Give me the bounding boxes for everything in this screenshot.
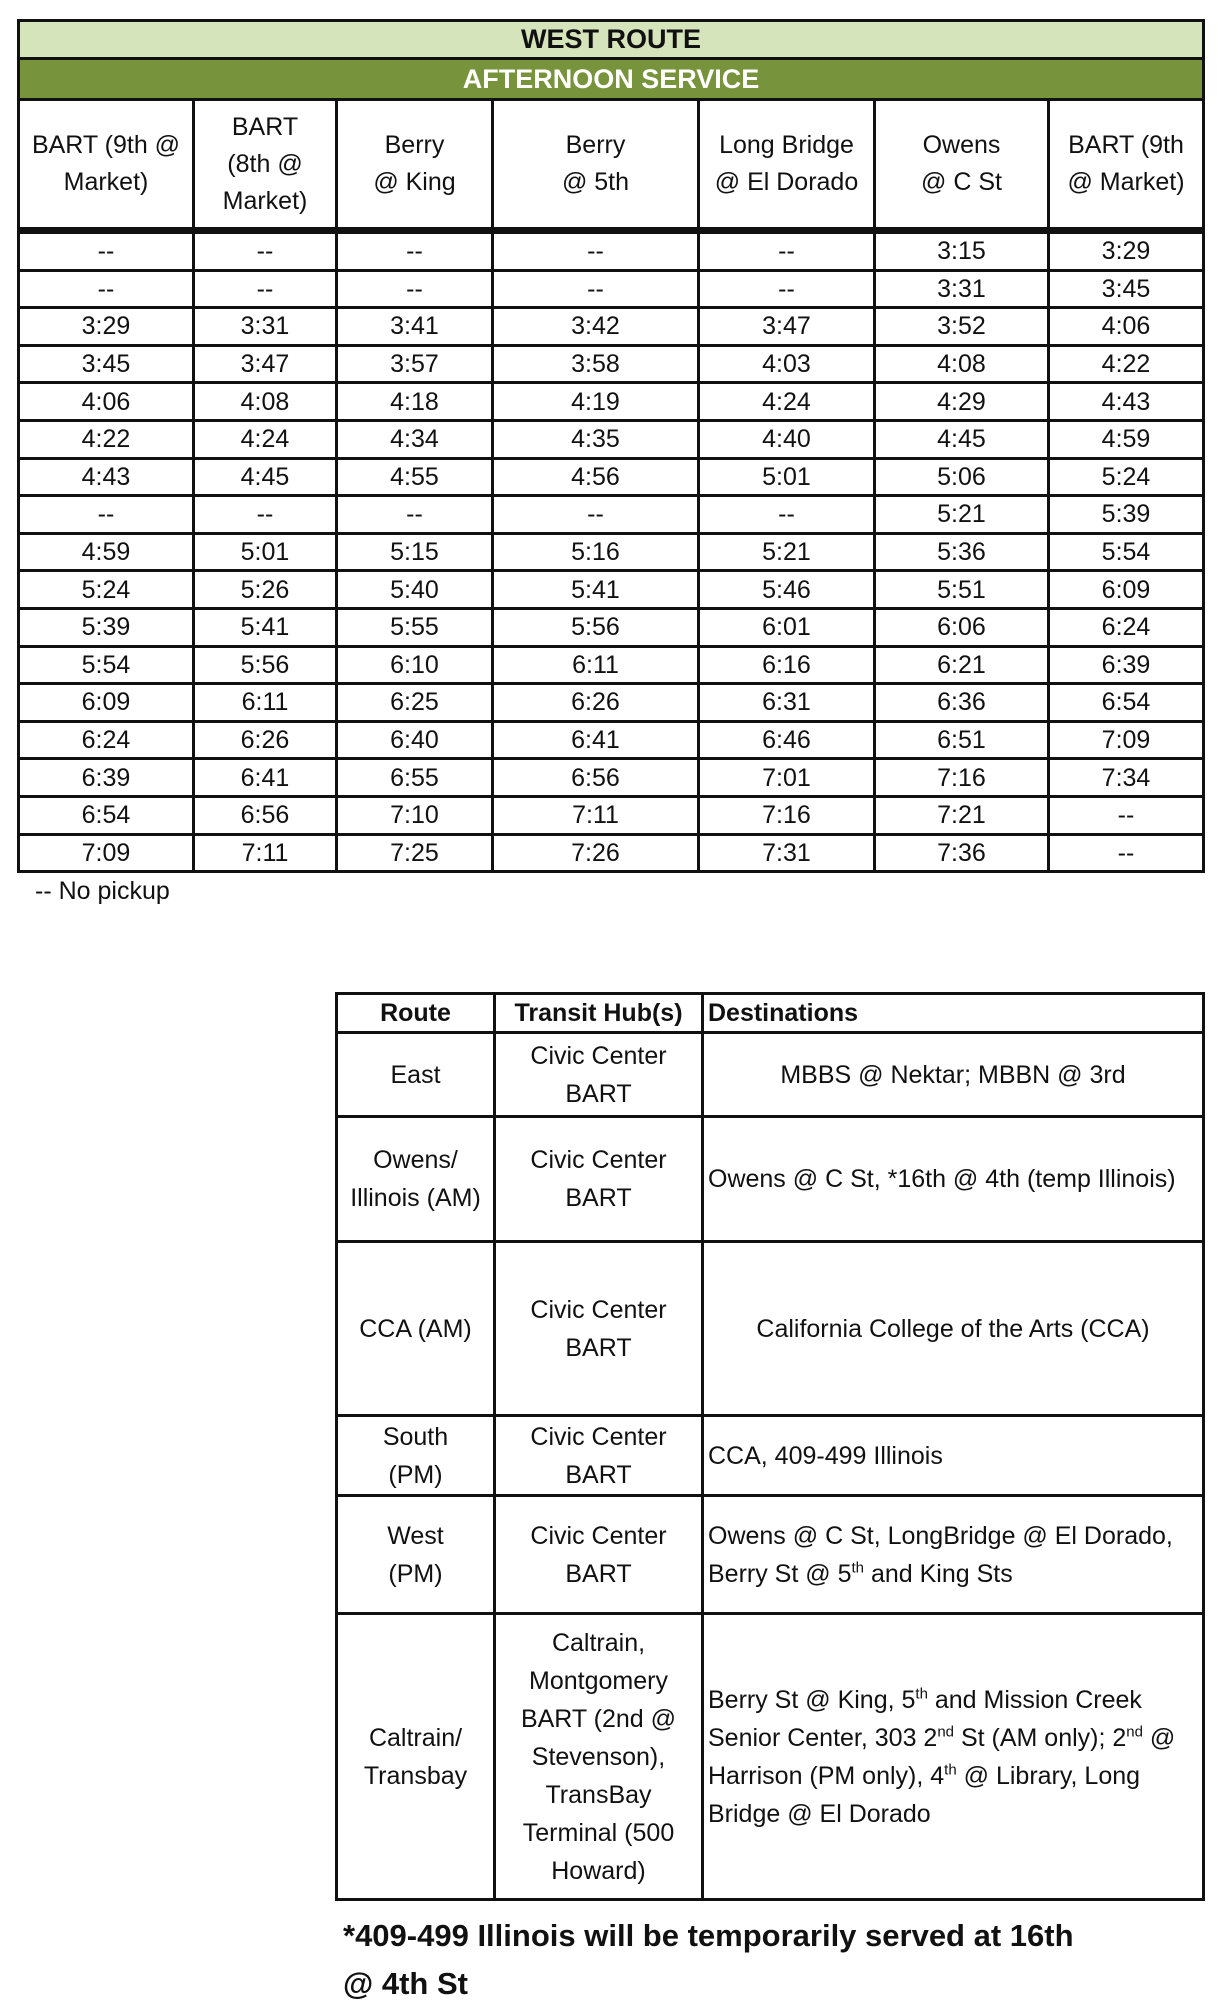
route-name-line: East: [390, 1060, 441, 1089]
schedule-time-cell: 3:42: [493, 308, 699, 346]
schedule-time-cell: --: [699, 231, 875, 271]
transit-hub-line: Caltrain,: [551, 1628, 646, 1657]
schedule-time-cell: 6:09: [1049, 571, 1204, 609]
schedule-time-cell: --: [194, 496, 337, 534]
schedule-row: [19, 684, 1204, 722]
schedule-time-cell: 5:41: [194, 608, 337, 646]
schedule-time-cell: 7:11: [493, 796, 699, 834]
schedule-time-cell: 4:03: [699, 345, 875, 383]
transit-hub-line: Terminal (500: [522, 1818, 675, 1847]
schedule-body: [19, 231, 1204, 872]
route-name-line: (PM): [388, 1460, 443, 1489]
stop-column-header-line: Market): [222, 186, 308, 215]
schedule-time-cell: 6:56: [493, 759, 699, 797]
schedule-time-cell: 5:16: [493, 533, 699, 571]
destinations-text: @ Library, Long Bridge @ El Dorado: [708, 1761, 1141, 1828]
destinations-line: [708, 1555, 1198, 1593]
schedule-time-cell: --: [699, 270, 875, 308]
schedule-time-cell: --: [1049, 796, 1204, 834]
schedule-time-cell: 7:25: [337, 834, 493, 872]
schedule-time-cell: --: [493, 270, 699, 308]
schedule-time-cell: 7:09: [1049, 721, 1204, 759]
schedule-time-cell: --: [19, 496, 194, 534]
schedule-time-cell: 5:06: [875, 458, 1049, 496]
destinations-line: Owens @ C St, *16th @ 4th (temp Illinois): [708, 1165, 1176, 1193]
schedule-time-cell: 4:40: [699, 420, 875, 458]
destinations-column-header: Destinations: [703, 994, 1204, 1033]
schedule-time-cell: 4:08: [875, 345, 1049, 383]
schedule-time-cell: --: [699, 496, 875, 534]
schedule-time-cell: 6:21: [875, 646, 1049, 684]
destinations-cell: [703, 1117, 1204, 1242]
no-pickup-legend: -- No pickup: [35, 877, 170, 905]
route-name-line: Caltrain/: [368, 1723, 463, 1752]
schedule-row: [19, 231, 1204, 271]
schedule-time-cell: 3:47: [194, 345, 337, 383]
routes-header-row: [337, 994, 1204, 1033]
route-row: [337, 1614, 1204, 1900]
schedule-time-cell: 6:24: [19, 721, 194, 759]
route-row: [337, 1496, 1204, 1614]
route-name-cell: [337, 1242, 495, 1416]
stop-column-header-line: Long Bridge: [719, 131, 854, 159]
stop-column-header-line: BART: [231, 112, 299, 141]
schedule-row: [19, 345, 1204, 383]
schedule-time-cell: 4:55: [337, 458, 493, 496]
west-route-schedule-table: [17, 19, 1205, 873]
stop-column-header-line: @ C St: [921, 168, 1002, 196]
ordinal-suffix: th: [944, 1761, 957, 1779]
transit-hub-cell: [495, 1416, 703, 1496]
schedule-time-cell: 6:54: [1049, 684, 1204, 722]
destinations-cell: [703, 1614, 1204, 1900]
schedule-time-cell: 6:39: [1049, 646, 1204, 684]
route-name-cell: [337, 1033, 495, 1117]
schedule-time-cell: 3:31: [875, 270, 1049, 308]
route-name-cell: [337, 1496, 495, 1614]
route-row: [337, 1117, 1204, 1242]
schedule-time-cell: 5:56: [194, 646, 337, 684]
route-name-line: Illinois (AM): [350, 1184, 481, 1212]
schedule-time-cell: 6:25: [337, 684, 493, 722]
schedule-time-cell: 4:22: [19, 420, 194, 458]
stop-column-header: [337, 100, 493, 231]
schedule-time-cell: --: [493, 496, 699, 534]
destinations-text: and King Sts: [864, 1559, 1013, 1588]
schedule-time-cell: 5:39: [19, 608, 194, 646]
schedule-time-cell: 5:54: [19, 646, 194, 684]
schedule-row: [19, 608, 1204, 646]
schedule-time-cell: 4:59: [1049, 420, 1204, 458]
schedule-time-cell: 4:45: [194, 458, 337, 496]
schedule-row: [19, 646, 1204, 684]
stop-column-header-line: @ Market): [1067, 168, 1185, 196]
schedule-time-cell: 5:21: [699, 533, 875, 571]
schedule-time-cell: 6:56: [194, 796, 337, 834]
schedule-time-cell: 5:39: [1049, 496, 1204, 534]
schedule-time-cell: 6:54: [19, 796, 194, 834]
schedule-time-cell: 5:21: [875, 496, 1049, 534]
stop-column-header-line: Owens: [922, 131, 1001, 159]
schedule-time-cell: 7:31: [699, 834, 875, 872]
schedule-time-cell: 6:06: [875, 608, 1049, 646]
schedule-row: [19, 796, 1204, 834]
schedule-time-cell: 6:01: [699, 608, 875, 646]
schedule-time-cell: 3:31: [194, 308, 337, 346]
schedule-time-cell: 6:09: [19, 684, 194, 722]
schedule-time-cell: 7:26: [493, 834, 699, 872]
destinations-text: Berry St @ King, 5: [708, 1685, 916, 1714]
schedule-time-cell: 5:55: [337, 608, 493, 646]
transit-hub-line: Civic Center: [530, 1146, 667, 1174]
stop-column-header-line: Market): [63, 168, 149, 196]
route-name-line: (PM): [388, 1559, 443, 1588]
destinations-line: MBBS @ Nektar; MBBN @ 3rd: [780, 1060, 1126, 1089]
ordinal-suffix: th: [851, 1559, 864, 1577]
schedule-time-cell: 6:41: [194, 759, 337, 797]
stop-column-header: [1049, 100, 1204, 231]
schedule-time-cell: 3:29: [19, 308, 194, 346]
transit-hub-line: Howard): [551, 1856, 646, 1885]
schedule-time-cell: 6:41: [493, 721, 699, 759]
schedule-time-cell: 6:11: [493, 646, 699, 684]
schedule-time-cell: 3:57: [337, 345, 493, 383]
schedule-time-cell: 5:56: [493, 608, 699, 646]
route-name-line: Transbay: [363, 1761, 468, 1790]
transit-hub-cell: [495, 1242, 703, 1416]
schedule-time-cell: 6:26: [493, 684, 699, 722]
schedule-time-cell: 6:51: [875, 721, 1049, 759]
schedule-time-cell: 6:10: [337, 646, 493, 684]
destinations-line: Owens @ C St, LongBridge @ El Dorado,: [708, 1521, 1173, 1550]
transit-hub-line: BART: [565, 1559, 632, 1588]
destinations-line: CCA, 409-499 Illinois: [708, 1441, 943, 1470]
schedule-time-cell: --: [194, 231, 337, 271]
schedule-time-cell: 4:29: [875, 383, 1049, 421]
schedule-time-cell: 3:29: [1049, 231, 1204, 271]
schedule-time-cell: 4:56: [493, 458, 699, 496]
transit-hub-cell: [495, 1033, 703, 1117]
route-name-line: CCA (AM): [359, 1314, 472, 1343]
schedule-time-cell: --: [194, 270, 337, 308]
route-name-cell: [337, 1416, 495, 1496]
stop-column-header: [19, 100, 194, 231]
stop-column-header: [194, 100, 337, 231]
transit-hub-line: TransBay: [545, 1780, 652, 1809]
route-row: [337, 1416, 1204, 1496]
transit-hub-line: BART: [565, 1460, 632, 1489]
schedule-time-cell: --: [19, 231, 194, 271]
ordinal-suffix: nd: [937, 1723, 955, 1741]
schedule-row: [19, 420, 1204, 458]
schedule-time-cell: 3:41: [337, 308, 493, 346]
schedule-time-cell: 5:24: [19, 571, 194, 609]
schedule-time-cell: 6:36: [875, 684, 1049, 722]
schedule-time-cell: --: [337, 270, 493, 308]
schedule-time-cell: 5:24: [1049, 458, 1204, 496]
ordinal-suffix: th: [915, 1685, 928, 1703]
destinations-cell: [703, 1242, 1204, 1416]
routes-table: [335, 992, 1205, 1901]
transit-hub-line: BART: [565, 1079, 632, 1108]
schedule-row: [19, 270, 1204, 308]
schedule-row: [19, 383, 1204, 421]
destinations-cell: [703, 1416, 1204, 1496]
schedule-row: [19, 308, 1204, 346]
route-name-line: West: [387, 1521, 444, 1550]
schedule-time-cell: 6:40: [337, 721, 493, 759]
schedule-time-cell: 5:01: [699, 458, 875, 496]
schedule-time-cell: 4:34: [337, 420, 493, 458]
destinations-text-block: [708, 1681, 1198, 1833]
schedule-time-cell: 3:52: [875, 308, 1049, 346]
stop-column-header-line: Berry: [384, 131, 445, 159]
schedule-time-cell: 5:46: [699, 571, 875, 609]
schedule-time-cell: 4:22: [1049, 345, 1204, 383]
schedule-row: [19, 533, 1204, 571]
schedule-time-cell: --: [337, 231, 493, 271]
transit-hub-cell: [495, 1496, 703, 1614]
schedule-time-cell: 7:10: [337, 796, 493, 834]
destinations-line: California College of the Arts (CCA): [756, 1314, 1150, 1343]
schedule-row: [19, 458, 1204, 496]
schedule-time-cell: --: [1049, 834, 1204, 872]
schedule-time-cell: 4:06: [1049, 308, 1204, 346]
stop-column-header-line: @ King: [373, 168, 456, 196]
schedule-time-cell: 4:19: [493, 383, 699, 421]
transit-hub-column-header: Transit Hub(s): [495, 994, 703, 1033]
schedule-time-cell: 5:41: [493, 571, 699, 609]
schedule-time-cell: 7:16: [875, 759, 1049, 797]
stop-column-header-line: (8th @: [227, 149, 303, 178]
route-name-line: South: [382, 1422, 449, 1451]
schedule-time-cell: 3:45: [19, 345, 194, 383]
schedule-time-cell: 4:43: [19, 458, 194, 496]
schedule-time-cell: 6:55: [337, 759, 493, 797]
schedule-time-cell: --: [337, 496, 493, 534]
transit-hub-line: BART: [565, 1184, 632, 1212]
transit-hub-cell: [495, 1614, 703, 1900]
stop-column-header: [493, 100, 699, 231]
schedule-subtitle: AFTERNOON SERVICE: [19, 59, 1204, 100]
schedule-time-cell: 7:01: [699, 759, 875, 797]
schedule-time-cell: 4:35: [493, 420, 699, 458]
schedule-time-cell: 4:24: [699, 383, 875, 421]
stop-column-header-line: BART (9th: [1068, 131, 1184, 159]
schedule-row: [19, 759, 1204, 797]
transit-hub-line: BART (2nd @: [520, 1704, 677, 1733]
schedule-row: [19, 834, 1204, 872]
schedule-header-row: [19, 100, 1204, 231]
schedule-time-cell: 7:36: [875, 834, 1049, 872]
schedule-time-cell: 4:43: [1049, 383, 1204, 421]
schedule-time-cell: 6:26: [194, 721, 337, 759]
schedule-time-cell: 4:08: [194, 383, 337, 421]
schedule-time-cell: 3:45: [1049, 270, 1204, 308]
schedule-time-cell: 4:18: [337, 383, 493, 421]
route-column-header: Route: [337, 994, 495, 1033]
schedule-time-cell: 3:47: [699, 308, 875, 346]
destinations-text: @ Harrison (PM only), 4: [708, 1723, 1176, 1790]
schedule-time-cell: --: [19, 270, 194, 308]
stop-column-header: [875, 100, 1049, 231]
transit-hub-line: BART: [565, 1333, 632, 1362]
schedule-time-cell: 6:11: [194, 684, 337, 722]
schedule-row: [19, 571, 1204, 609]
stop-column-header-line: @ El Dorado: [714, 168, 859, 196]
stop-column-header-line: @ 5th: [561, 168, 630, 196]
transit-hub-line: Civic Center: [530, 1521, 667, 1550]
route-name-cell: [337, 1117, 495, 1242]
schedule-time-cell: 5:15: [337, 533, 493, 571]
destinations-text: and Mission Creek Senior Center, 303 2: [708, 1685, 1142, 1752]
schedule-time-cell: 7:34: [1049, 759, 1204, 797]
schedule-time-cell: 7:09: [19, 834, 194, 872]
transit-hub-line: Civic Center: [530, 1295, 667, 1324]
destinations-text: Berry St @ 5: [708, 1559, 852, 1588]
schedule-time-cell: 6:46: [699, 721, 875, 759]
destinations-cell: [703, 1496, 1204, 1614]
schedule-time-cell: 5:01: [194, 533, 337, 571]
schedule-time-cell: 4:06: [19, 383, 194, 421]
schedule-time-cell: 5:36: [875, 533, 1049, 571]
schedule-time-cell: 4:24: [194, 420, 337, 458]
schedule-time-cell: 6:24: [1049, 608, 1204, 646]
stop-column-header-line: BART (9th @: [31, 131, 181, 159]
transit-hub-line: Civic Center: [530, 1041, 667, 1070]
schedule-row: [19, 721, 1204, 759]
schedule-time-cell: 7:16: [699, 796, 875, 834]
schedule-time-cell: 6:39: [19, 759, 194, 797]
transit-hub-line: Stevenson),: [531, 1742, 666, 1771]
schedule-time-cell: 4:45: [875, 420, 1049, 458]
route-name-line: Owens/: [373, 1146, 458, 1174]
ordinal-suffix: nd: [1126, 1723, 1143, 1741]
illinois-footnote: *409-499 Illinois will be temporarily served at 16th @ 4th St: [343, 1918, 1074, 2001]
stop-column-header-line: Berry: [565, 131, 626, 159]
schedule-time-cell: 5:54: [1049, 533, 1204, 571]
schedule-row: [19, 496, 1204, 534]
destinations-cell: [703, 1033, 1204, 1117]
schedule-time-cell: 6:16: [699, 646, 875, 684]
schedule-time-cell: 5:40: [337, 571, 493, 609]
schedule-time-cell: 7:21: [875, 796, 1049, 834]
routes-body: [337, 1033, 1204, 1900]
schedule-time-cell: 5:51: [875, 571, 1049, 609]
stop-column-header: [699, 100, 875, 231]
schedule-time-cell: 7:11: [194, 834, 337, 872]
schedule-time-cell: --: [493, 231, 699, 271]
schedule-time-cell: 3:58: [493, 345, 699, 383]
schedule-title: WEST ROUTE: [19, 21, 1204, 59]
destinations-text: St (AM only); 2: [954, 1723, 1127, 1752]
route-row: [337, 1033, 1204, 1117]
schedule-time-cell: 5:26: [194, 571, 337, 609]
route-name-cell: [337, 1614, 495, 1900]
route-row: [337, 1242, 1204, 1416]
schedule-time-cell: 4:59: [19, 533, 194, 571]
schedule-time-cell: 3:15: [875, 231, 1049, 271]
schedule-time-cell: 6:31: [699, 684, 875, 722]
transit-hub-line: Montgomery: [529, 1666, 668, 1695]
transit-hub-line: Civic Center: [530, 1422, 667, 1451]
transit-hub-cell: [495, 1117, 703, 1242]
